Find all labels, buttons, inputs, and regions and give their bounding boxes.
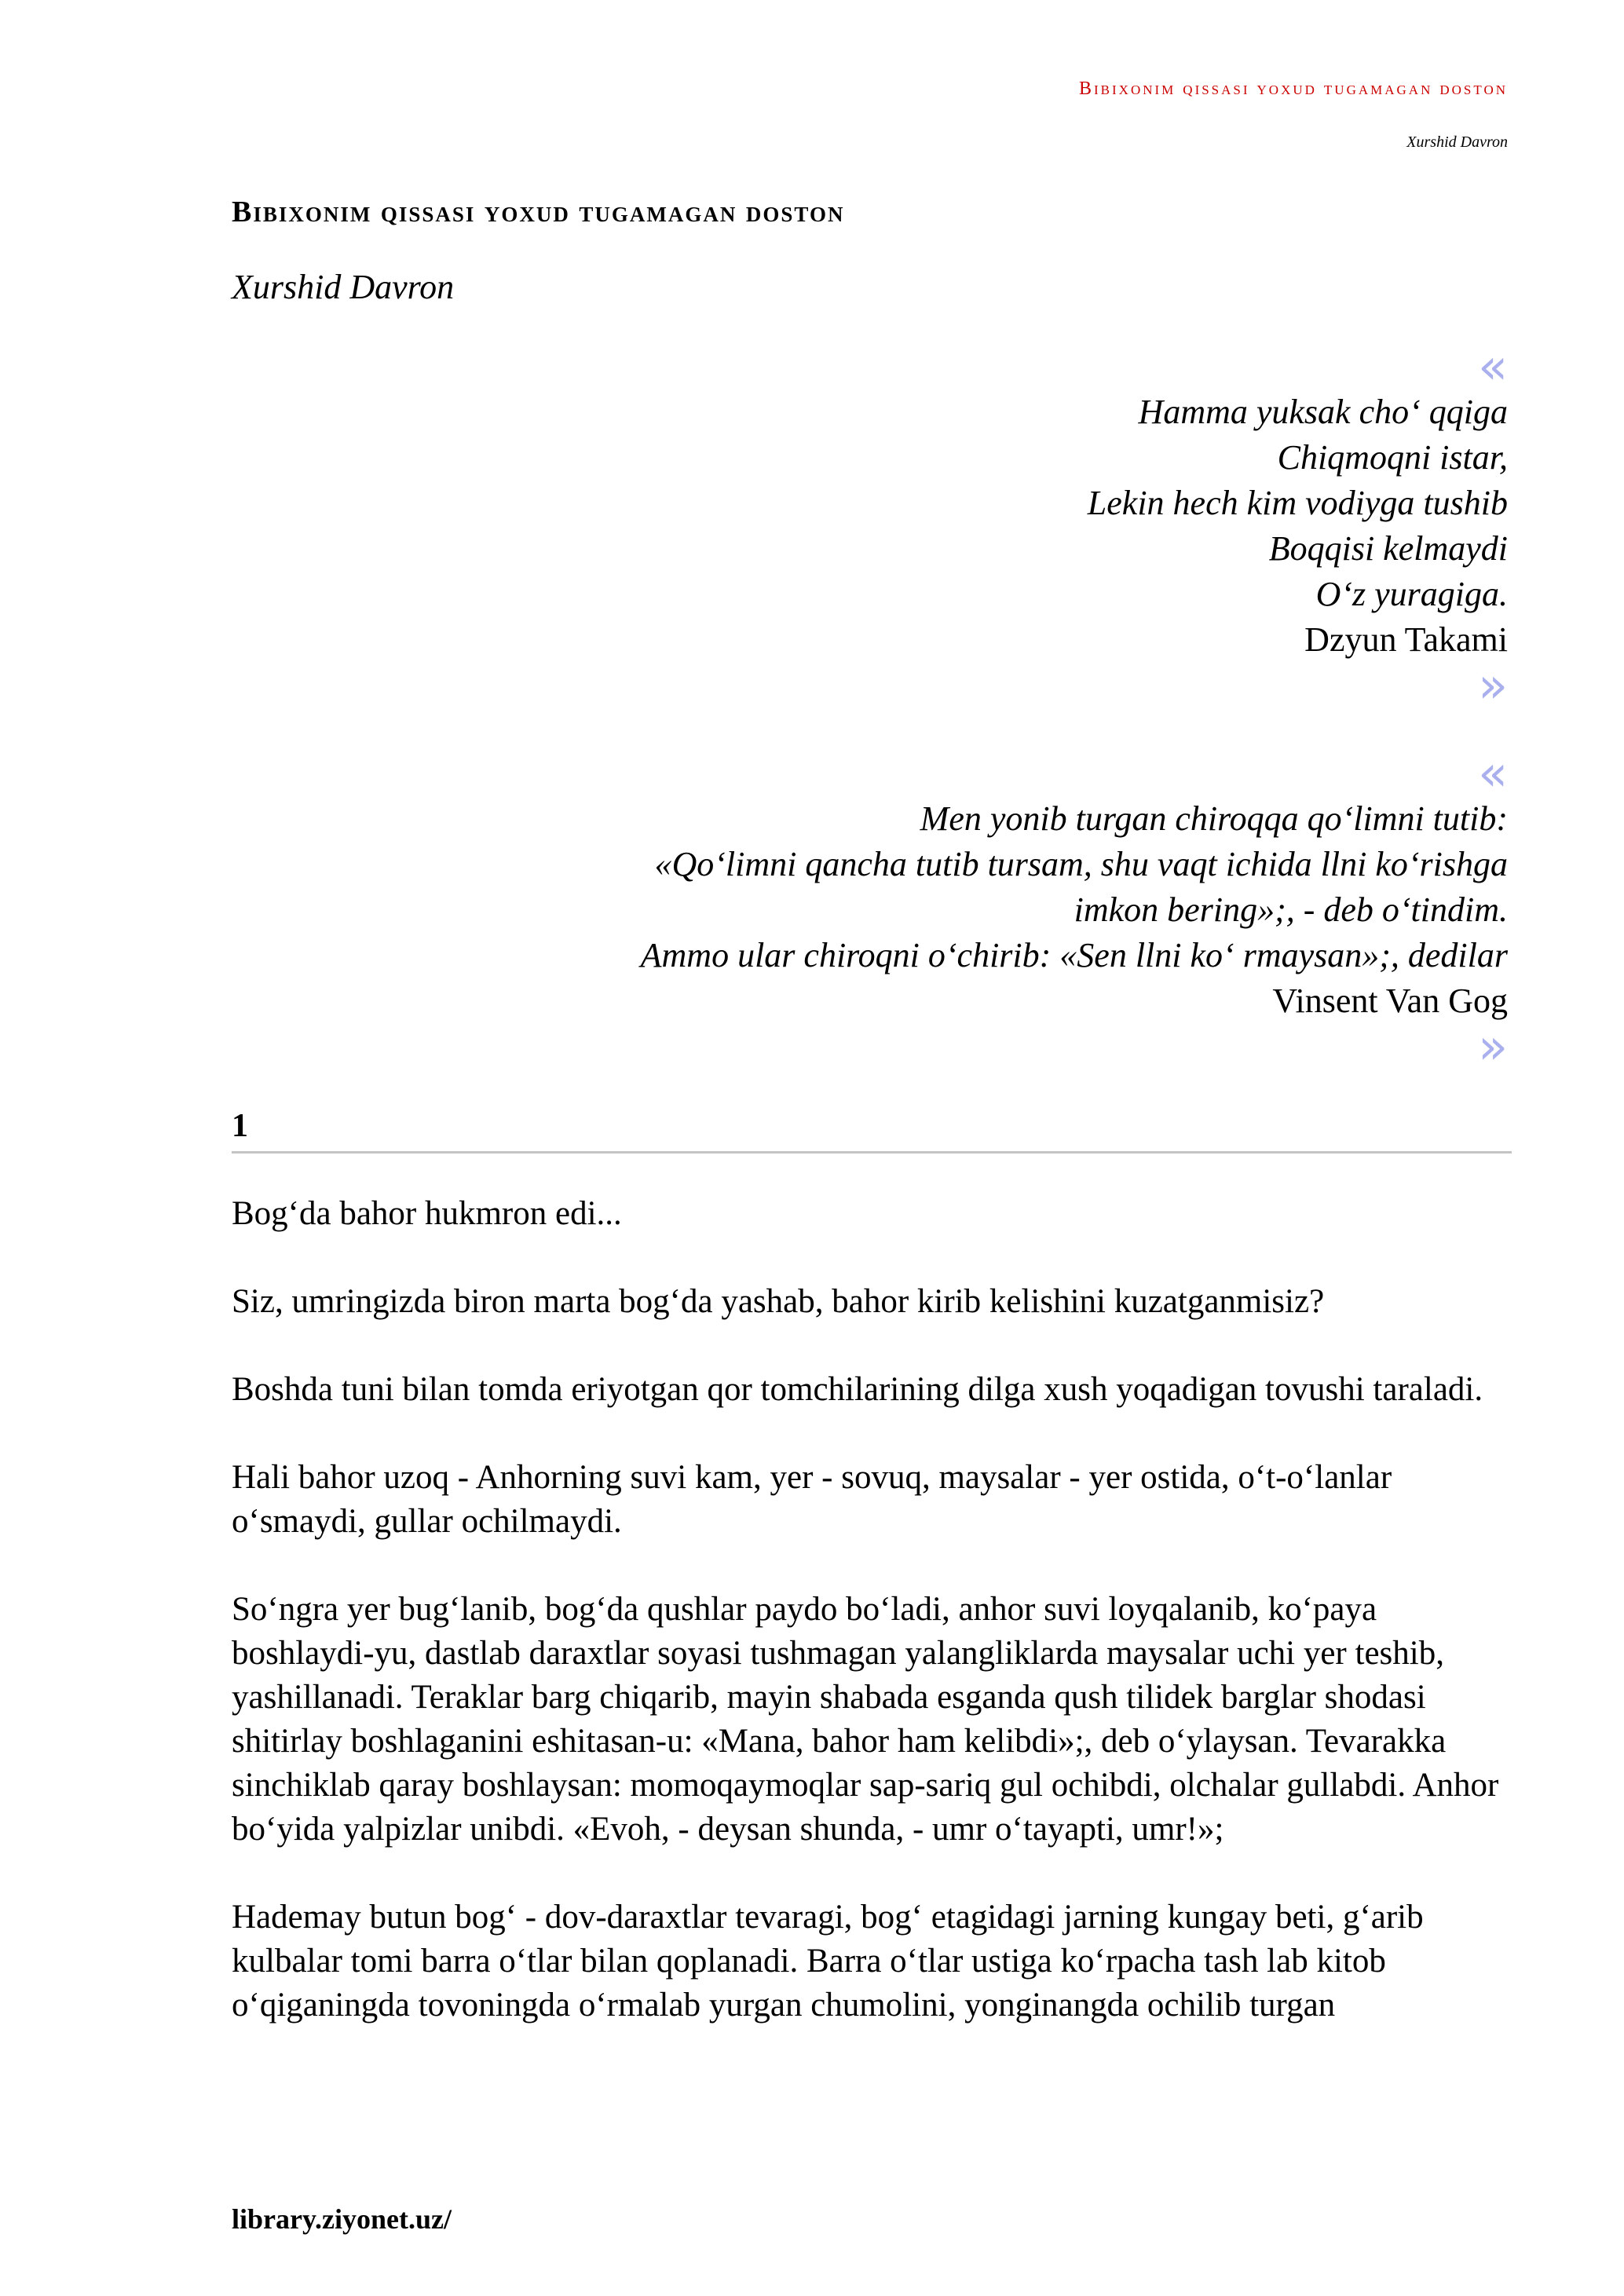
epigraph-line: «Qo‘limni qancha tutib tursam, shu vaqt ichida llni ko‘rishga: [654, 845, 1508, 883]
paragraph: Boshda tuni bilan tomda eriyotgan qor tomchilarining dilga xush yoqadigan tovushi taraladi.: [232, 1371, 1483, 1408]
open-quote-icon: «: [1478, 744, 1508, 802]
epigraph-2: [640, 744, 1508, 1075]
epigraph-attribution: Vinsent Van Gog: [1272, 982, 1508, 1020]
paragraph: So‘ngra yer bug‘lanib, bog‘da qushlar paydo bo‘ladi, anhor suvi loyqalanib, ko‘paya boshlaydi-yu, dastlab daraxtlar soyasi tushmagan yalangliklarda maysalar uchi yer teshib, yashillanadi. Teraklar barg chiqarib, mayin shabada esganda qush tilidek barglar shodasi shitirlay boshlaganini eshitasan-u: «Mana, bahor ham kelibdi»;, deb o‘ylaysan. Tevarakka sinchiklab qaray boshlaysan: momoqaymoqlar sap-sariq gul ochibdi, olchalar gullabdi. Anhor bo‘yida yalpizlar unibdi. «Evoh, - deysan shunda, - umr o‘tayapti, umr!»;: [232, 1591, 1499, 1848]
running-header-title: Bibixonim qissasi yoxud tugamagan doston: [1079, 79, 1508, 99]
epigraph-line: imkon bering»;, - deb o‘tindim.: [1074, 890, 1508, 929]
epigraph-line: Ammo ular chiroqni o‘chirib: «Sen llni ko‘ rmaysan»;, dedilar: [640, 936, 1508, 974]
epigraph-1: [1087, 338, 1508, 714]
epigraph-line: Boqqisi kelmaydi: [1268, 529, 1508, 568]
epigraph-line: Lekin hech kim vodiyga tushib: [1087, 484, 1508, 522]
body-text: [232, 1192, 1504, 2071]
close-quote-icon: »: [1478, 1018, 1508, 1075]
epigraph-line: O‘z yuragiga.: [1315, 575, 1508, 613]
epigraph-attribution: Dzyun Takami: [1304, 620, 1508, 659]
footer-url: library.ziyonet.uz/: [232, 2203, 452, 2235]
document-title: Bibixonim qissasi yoxud tugamagan doston: [232, 196, 845, 229]
document-author: Xurshid Davron: [232, 268, 455, 306]
running-header-author: Xurshid Davron: [1406, 133, 1508, 151]
paragraph: Hali bahor uzoq - Anhorning suvi kam, yer - sovuq, maysalar - yer ostida, o‘t-o‘lanlar o‘smaydi, gullar ochilmaydi.: [232, 1459, 1392, 1540]
open-quote-icon: «: [1478, 338, 1508, 395]
chapter-heading: 1: [232, 1106, 1512, 1153]
paragraph: Siz, umringizda biron marta bog‘da yashab, bahor kirib kelishini kuzatganmisiz?: [232, 1283, 1325, 1320]
epigraph-line: Men yonib turgan chiroqqa qo‘limni tutib:: [920, 799, 1508, 838]
paragraph: Hademay butun bog‘ - dov-daraxtlar tevaragi, bog‘ etagidagi jarning kungay beti, g‘arib kulbalar tomi barra o‘tlar bilan qoplanadi. Barra o‘tlar ustiga ko‘rpacha tash lab kitob o‘qiganingda tovoningda o‘rmalab yurgan chumolini, yonginangda ochilib turgan: [232, 1899, 1424, 2024]
epigraph-line: Hamma yuksak cho‘ qqiga: [1138, 393, 1508, 431]
paragraph: Bog‘da bahor hukmron edi...: [232, 1195, 622, 1232]
epigraph-line: Chiqmoqni istar,: [1277, 438, 1508, 477]
close-quote-icon: »: [1478, 656, 1508, 714]
